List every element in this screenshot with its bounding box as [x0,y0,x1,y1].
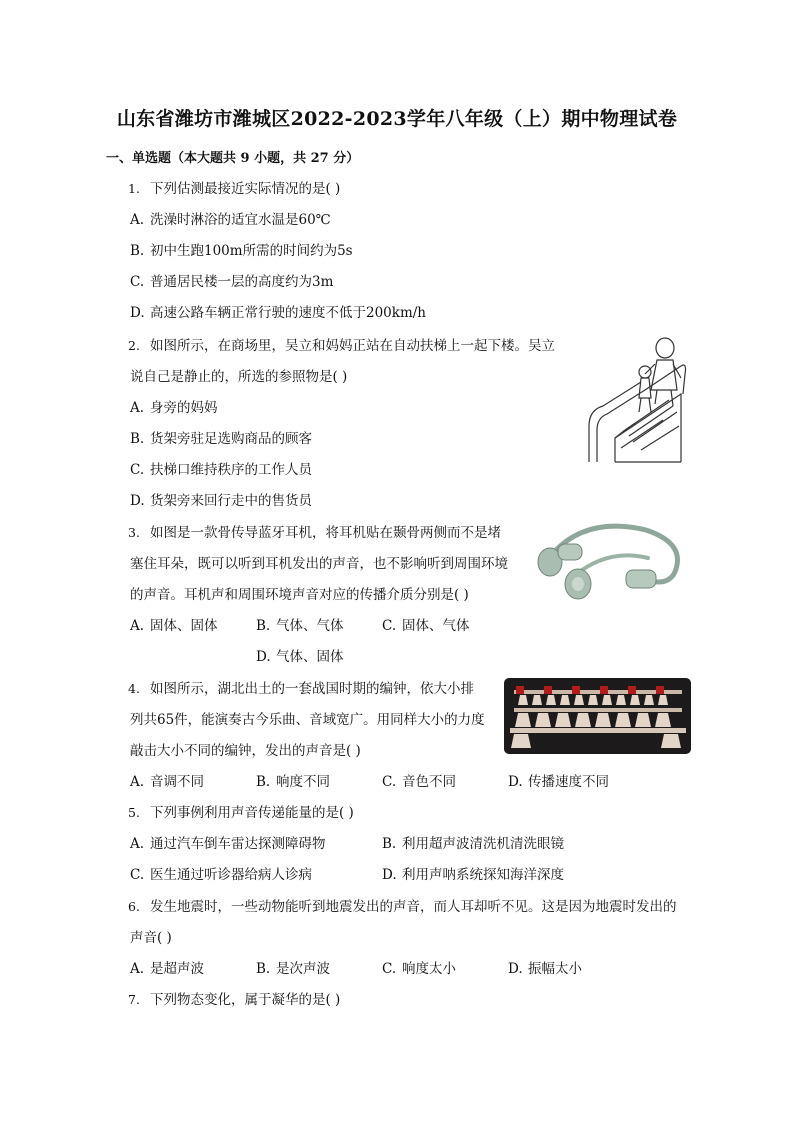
option-label: B. [130,243,145,259]
option-text: 音调不同 [150,774,204,790]
question-text: 如图是一款骨传导蓝牙耳机，将耳机贴在颞骨两侧而不是堵 [150,525,501,541]
question-4-stem-cont2: 敲击大小不同的编钟，发出的声音是( ) [130,743,361,759]
option-text: 响度不同 [276,774,330,790]
option-text: 货架旁驻足选购商品的顾客 [150,431,312,447]
option-text: 货架旁来回行走中的售货员 [150,493,312,509]
option-label: C. [130,462,145,478]
option-label: B. [382,836,397,852]
question-2-stem-cont: 说自己是静止的，所选的参照物是( ) [130,369,348,385]
option-text: 气体、固体 [276,649,344,665]
headphone-illustration [528,520,688,608]
option-label: C. [382,774,397,790]
option-label: D. [382,867,397,883]
q1-option-a[interactable] [130,208,331,228]
question-2-stem [128,334,555,354]
option-text: 高速公路车辆正常行驶的速度不低于200km/h [150,305,426,321]
option-text: 利用超声波清洗机清洗眼镜 [402,836,564,852]
option-text: 气体、气体 [276,618,344,634]
option-text: 洗澡时淋浴的适宜水温是60℃ [150,212,331,228]
q2-option-a[interactable] [130,396,218,416]
q1-option-d[interactable] [130,301,426,321]
question-number: 5. [128,805,140,820]
q5-option-b[interactable] [382,832,564,852]
option-text: 是次声波 [276,961,330,977]
option-label: A. [130,961,145,977]
option-text: 响度太小 [402,961,456,977]
question-3-stem [128,521,501,541]
option-text: 普通居民楼一层的高度约为3m [150,274,334,290]
question-3-stem-cont: 塞住耳朵，既可以听到耳机发出的声音，也不影响听到周围环境 [130,556,508,572]
question-number: 4. [128,681,140,696]
q4-option-b[interactable] [256,770,330,790]
q3-option-c[interactable] [382,614,470,634]
option-label: B. [256,961,271,977]
question-text: 下列估测最接近实际情况的是( ) [150,181,341,197]
question-number: 6. [128,899,140,914]
question-text: 如图所示，湖北出土的一套战国时期的编钟，依大小排 [150,681,474,697]
question-4-stem [128,677,474,697]
option-label: A. [130,836,145,852]
option-label: A. [130,618,145,634]
question-3-stem-cont2: 的声音。耳机声和周围环境声音对应的传播介质分别是( ) [130,587,469,603]
q5-option-a[interactable] [130,832,326,852]
option-text: 固体、固体 [150,618,218,634]
bianzhong-bells-photo [504,678,691,754]
q5-option-c[interactable] [130,863,312,883]
option-text: 扶梯口维持秩序的工作人员 [150,462,312,478]
option-text: 是超声波 [150,961,204,977]
option-text: 固体、气体 [402,618,470,634]
question-4-stem-cont: 列共65件，能演奏古今乐曲、音域宽广。用同样大小的力度 [130,712,485,728]
q1-option-c[interactable] [130,270,333,290]
question-number: 2. [128,338,140,353]
q6-option-b[interactable] [256,957,330,977]
q5-option-d[interactable] [382,863,564,883]
question-number: 3. [128,525,140,540]
option-label: B. [130,431,145,447]
question-text: 下列物态变化，属于凝华的是( ) [150,992,341,1008]
q4-option-c[interactable] [382,770,456,790]
section-heading: 一、单选题（本大题共 9 小题，共 27 分） [106,151,360,166]
option-text: 传播速度不同 [528,774,609,790]
q4-option-a[interactable] [130,770,204,790]
option-text: 音色不同 [402,774,456,790]
q2-option-d[interactable] [130,489,312,509]
q6-option-c[interactable] [382,957,456,977]
question-6-stem-cont: 声音( ) [130,930,172,946]
option-label: C. [382,961,397,977]
option-label: A. [130,400,145,416]
option-text: 通过汽车倒车雷达探测障碍物 [150,836,326,852]
option-label: B. [256,774,271,790]
option-label: C. [130,867,145,883]
option-label: D. [130,305,145,321]
q1-option-b[interactable] [130,239,353,259]
option-text: 身旁的妈妈 [150,400,218,416]
exam-title: 山东省潍坊市潍城区2022-2023学年八年级（上）期中物理试卷 [116,108,678,130]
q2-option-b[interactable] [130,427,312,447]
option-text: 振幅太小 [528,961,582,977]
option-label: D. [508,961,523,977]
option-label: D. [256,649,271,665]
option-label: D. [130,493,145,509]
question-text: 下列事例利用声音传递能量的是( ) [150,805,354,821]
option-label: D. [508,774,523,790]
option-label: C. [382,618,397,634]
q3-option-d[interactable] [256,645,344,665]
q6-option-d[interactable] [508,957,582,977]
q2-option-c[interactable] [130,458,312,478]
question-1-stem [128,177,340,197]
q3-option-b[interactable] [256,614,344,634]
question-5-stem [128,801,354,821]
question-number: 7. [128,992,140,1007]
question-text: 如图所示，在商场里，吴立和妈妈正站在自动扶梯上一起下楼。吴立 [150,338,555,354]
option-label: B. [256,618,271,634]
q4-option-d[interactable] [508,770,609,790]
option-text: 医生通过听诊器给病人诊病 [150,867,312,883]
escalator-illustration [585,334,689,466]
question-text: 发生地震时，一些动物能听到地震发出的声音，而人耳却听不见。这是因为地震时发出的 [150,899,677,915]
question-7-stem [128,988,340,1008]
q6-option-a[interactable] [130,957,204,977]
option-label: A. [130,774,145,790]
option-text: 初中生跑100m所需的时间约为5s [150,243,353,259]
question-6-stem [128,895,677,915]
option-label: A. [130,212,145,228]
option-text: 利用声呐系统探知海洋深度 [402,867,564,883]
option-label: C. [130,274,145,290]
question-number: 1. [128,181,140,196]
q3-option-a[interactable] [130,614,218,634]
